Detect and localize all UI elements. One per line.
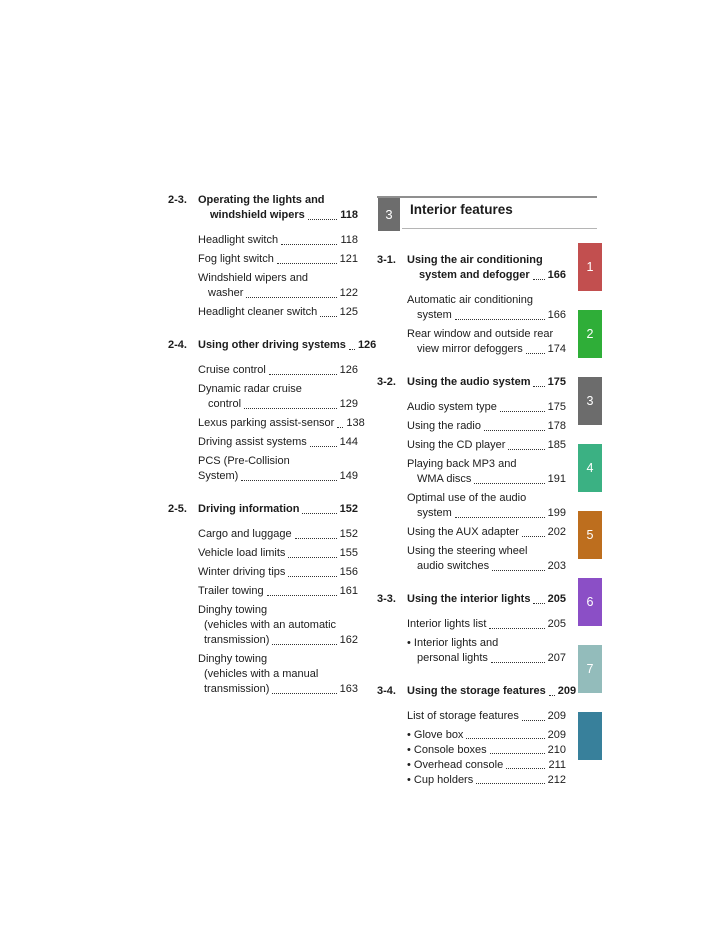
toc-entry-text: personal lights — [417, 652, 488, 664]
toc-entry-line: Dinghy towing — [198, 653, 268, 665]
chapter-tab-3 — [578, 377, 602, 425]
toc-section — [168, 193, 358, 320]
toc-section-header — [168, 338, 377, 357]
toc-page-number: 212 — [547, 774, 566, 786]
toc-page-number: 161 — [339, 585, 358, 597]
toc-entry — [198, 363, 358, 378]
toc-page-number: 209 — [557, 685, 577, 697]
toc-entry — [198, 546, 358, 561]
toc-page-number: 203 — [547, 560, 566, 572]
toc-entry — [407, 728, 566, 742]
toc-left-column — [168, 193, 377, 715]
chapter-title: Interior features — [410, 202, 513, 217]
chapter-tab-8 — [578, 712, 602, 760]
toc-section — [168, 502, 358, 697]
toc-entry-tail-row — [407, 773, 566, 787]
toc-entry-tail-row — [407, 342, 566, 357]
toc-section — [377, 253, 566, 357]
toc-page-number: 121 — [339, 253, 358, 265]
chapter-tab-6 — [578, 578, 602, 626]
toc-entry — [407, 758, 566, 772]
toc-entry-tail-row — [407, 684, 577, 699]
toc-entry-text: transmission) — [204, 634, 270, 646]
toc-entry-line: Operating the lights and — [198, 194, 325, 206]
dot-leader — [277, 263, 337, 264]
toc-page-number: 166 — [547, 269, 566, 281]
toc-entry-text: Headlight cleaner switch — [198, 306, 318, 318]
toc-entry-text: • Glove box — [407, 729, 464, 741]
toc-entry-tail-row — [407, 709, 566, 724]
toc-section-number: 3-4. — [377, 685, 396, 697]
toc-section-items — [407, 709, 566, 787]
toc-entry-line: PCS (Pre-Collision — [198, 455, 290, 467]
toc-entry-line: Windshield wipers and — [198, 272, 309, 284]
toc-entry-tail-row — [407, 438, 566, 453]
toc-entry — [407, 253, 566, 283]
toc-entry — [198, 338, 377, 353]
toc-entry-tail-row — [198, 565, 358, 580]
toc-section-title — [407, 592, 566, 611]
toc-section — [377, 684, 577, 787]
toc-entry-tail-row — [407, 375, 566, 390]
toc-page-number: 199 — [547, 507, 566, 519]
chapter-tab-label: 3 — [586, 394, 594, 408]
dot-leader — [308, 219, 338, 220]
toc-page-number: 118 — [340, 234, 358, 246]
toc-entry-text: Lexus parking assist-sensor — [198, 417, 335, 429]
dot-leader — [490, 753, 545, 754]
toc-page-number: 156 — [339, 566, 358, 578]
dot-leader — [455, 517, 545, 518]
toc-section-header — [168, 502, 358, 521]
toc-entry-text: Fog light switch — [198, 253, 274, 265]
dot-leader — [484, 430, 545, 431]
toc-section-number: 3-1. — [377, 254, 396, 266]
dot-leader — [549, 695, 555, 696]
dot-leader — [491, 662, 545, 663]
toc-entry-line: Automatic air conditioning — [407, 294, 533, 306]
toc-entry-text: Cargo and luggage — [198, 528, 292, 540]
chapter-tab-label: 1 — [586, 260, 594, 274]
dot-leader — [508, 449, 544, 450]
toc-page-number: 125 — [339, 306, 358, 318]
toc-entry-tail-row — [198, 682, 358, 697]
toc-section-header — [377, 375, 566, 394]
dot-leader — [522, 720, 545, 721]
toc-page-number: 175 — [547, 401, 566, 413]
toc-entry — [198, 382, 358, 412]
toc-entry-tail-row — [407, 592, 566, 607]
toc-entry-line: Using the steering wheel — [407, 545, 528, 557]
toc-entry-tail-row — [198, 469, 358, 484]
toc-page-number: 149 — [339, 470, 358, 482]
toc-entry — [198, 305, 358, 320]
toc-entry — [407, 709, 566, 724]
toc-section-number: 3-3. — [377, 593, 396, 605]
toc-entry — [198, 565, 358, 580]
chapter-tab-4 — [578, 444, 602, 492]
toc-entry-tail-row — [407, 308, 566, 323]
chapter-tab-label: 2 — [586, 327, 594, 341]
toc-page-number: 126 — [339, 364, 358, 376]
chapter-tab-1 — [578, 243, 602, 291]
toc-entry-text: system — [417, 309, 452, 321]
toc-entry-tail-row — [407, 651, 566, 666]
toc-page-number: 166 — [547, 309, 566, 321]
toc-section — [377, 375, 566, 574]
toc-entry-text: audio switches — [417, 560, 490, 572]
toc-entry-text: control — [208, 398, 242, 410]
toc-section — [377, 592, 566, 666]
toc-entry-text: system — [417, 507, 452, 519]
chapter-number-box — [378, 198, 400, 231]
toc-entry-text: view mirror defoggers — [417, 343, 523, 355]
toc-section-number: 2-4. — [168, 339, 187, 351]
toc-page-number: 205 — [547, 618, 566, 630]
toc-entry-text: Winter driving tips — [198, 566, 286, 578]
toc-page-number: 210 — [547, 744, 566, 756]
toc-page-number: 152 — [339, 503, 358, 515]
toc-page-number: 209 — [547, 710, 566, 722]
toc-entry-text: transmission) — [204, 683, 270, 695]
toc-entry — [198, 652, 358, 697]
toc-entry — [407, 400, 566, 415]
toc-entry-text: Headlight switch — [198, 234, 279, 246]
toc-entry-text: system and defogger — [419, 269, 530, 281]
toc-entry — [407, 592, 566, 607]
toc-entry-tail-row — [198, 233, 358, 248]
chapter-header-topline — [377, 196, 597, 198]
chapter-tab-2 — [578, 310, 602, 358]
toc-entry-text: • Cup holders — [407, 774, 474, 786]
toc-page-number: 126 — [357, 339, 377, 351]
chapter-tab-label: 4 — [586, 461, 594, 475]
toc-entry-text: Interior lights list — [407, 618, 487, 630]
toc-entry — [407, 544, 566, 574]
toc-section-title — [407, 253, 566, 287]
toc-section-header — [377, 253, 566, 287]
chapter-tab-label: 6 — [586, 595, 594, 609]
dot-leader — [267, 595, 337, 596]
toc-section-header — [168, 193, 358, 227]
dot-leader — [476, 783, 544, 784]
toc-entry-tail-row — [407, 728, 566, 742]
toc-entry-tail-row — [198, 286, 358, 301]
toc-entry — [407, 375, 566, 390]
toc-entry-line: Playing back MP3 and — [407, 458, 517, 470]
toc-right-column — [377, 191, 597, 805]
toc-entry-tail-row — [407, 400, 566, 415]
toc-entry-tail-row — [198, 338, 377, 353]
toc-entry — [407, 438, 566, 453]
dot-leader — [349, 349, 355, 350]
toc-right-sections — [377, 253, 577, 787]
dot-leader — [489, 628, 544, 629]
toc-entry-text: Driving information — [198, 503, 300, 515]
dot-leader — [320, 316, 336, 317]
chapter-tab-label: 7 — [586, 662, 594, 676]
toc-entry-tail-row — [198, 527, 358, 542]
dot-leader — [272, 644, 336, 645]
toc-entry-tail-row — [407, 506, 566, 521]
dot-leader — [246, 297, 336, 298]
toc-entry-tail-row — [198, 397, 358, 412]
toc-entry — [407, 419, 566, 434]
toc-entry-tail-row — [198, 584, 358, 599]
toc-entry-tail-row — [198, 435, 358, 450]
toc-entry — [407, 617, 566, 632]
toc-entry — [407, 773, 566, 787]
toc-section — [168, 338, 377, 484]
toc-entry — [407, 457, 566, 487]
toc-entry-tail-row — [198, 305, 358, 320]
toc-entry-line: (vehicles with a manual — [204, 668, 319, 680]
toc-section-title — [198, 338, 377, 357]
toc-section-items — [198, 363, 365, 484]
toc-entry-line: • Interior lights and — [407, 637, 499, 649]
toc-entry-text: • Overhead console — [407, 759, 504, 771]
toc-page-number: 155 — [339, 547, 358, 559]
dot-leader — [506, 768, 545, 769]
toc-page-number: 209 — [547, 729, 566, 741]
dot-leader — [241, 480, 336, 481]
dot-leader — [492, 570, 544, 571]
chapter-number: 3 — [385, 207, 393, 222]
toc-entry-tail-row — [407, 472, 566, 487]
dot-leader — [295, 538, 337, 539]
toc-entry-text: windshield wipers — [210, 209, 305, 221]
dot-leader — [526, 353, 545, 354]
toc-entry-text: Using the storage features — [407, 685, 546, 697]
toc-page-number: 144 — [339, 436, 358, 448]
dot-leader — [302, 513, 336, 514]
toc-entry-tail-row — [407, 268, 566, 283]
toc-section-title — [407, 684, 577, 703]
toc-entry — [198, 454, 358, 484]
toc-entry — [198, 416, 365, 431]
toc-entry-tail-row — [407, 743, 566, 757]
toc-page-number: 118 — [340, 209, 358, 221]
toc-entry-text: Using the interior lights — [407, 593, 531, 605]
toc-entry-text: Trailer towing — [198, 585, 264, 597]
toc-entry — [407, 743, 566, 757]
toc-entry-line: Using the air conditioning — [407, 254, 543, 266]
toc-entry — [407, 636, 566, 666]
toc-entry — [198, 252, 358, 267]
chapter-tab-label: 5 — [586, 528, 594, 542]
toc-entry-line: Dinghy towing — [198, 604, 268, 616]
toc-page-number: 138 — [346, 417, 365, 429]
toc-entry-tail-row — [407, 617, 566, 632]
dot-leader — [455, 319, 545, 320]
toc-entry — [198, 502, 358, 517]
toc-page-number: 185 — [547, 439, 566, 451]
toc-entry-line: (vehicles with an automatic — [204, 619, 337, 631]
toc-entry-tail-row — [198, 633, 358, 648]
dot-leader — [288, 576, 336, 577]
toc-entry-tail-row — [407, 525, 566, 540]
toc-section-items — [198, 527, 358, 697]
toc-entry — [198, 193, 358, 223]
dot-leader — [500, 411, 545, 412]
toc-section-title — [198, 193, 358, 227]
toc-entry — [407, 525, 566, 540]
toc-section-items — [407, 400, 566, 574]
dot-leader — [281, 244, 337, 245]
toc-page-number: 178 — [547, 420, 566, 432]
toc-entry — [198, 603, 358, 648]
toc-entry-text: Using the CD player — [407, 439, 506, 451]
toc-entry-text: washer — [208, 287, 244, 299]
chapter-header — [377, 191, 597, 235]
toc-section-number: 2-3. — [168, 194, 187, 206]
toc-entry-line: Dynamic radar cruise — [198, 383, 302, 395]
toc-page-number: 152 — [339, 528, 358, 540]
toc-page-number: 191 — [547, 473, 566, 485]
toc-entry-tail-row — [198, 252, 358, 267]
toc-entry — [407, 293, 566, 323]
dot-leader — [269, 374, 337, 375]
toc-entry-text: • Console boxes — [407, 744, 487, 756]
dot-leader — [310, 446, 337, 447]
toc-section-items — [198, 233, 358, 320]
toc-entry-text: List of storage features — [407, 710, 519, 722]
toc-page-number: 211 — [548, 759, 566, 771]
dot-leader — [272, 693, 336, 694]
toc-page-number: 175 — [547, 376, 566, 388]
dot-leader — [466, 738, 544, 739]
toc-entry — [198, 435, 358, 450]
toc-section-header — [377, 684, 577, 703]
toc-page-number: 163 — [339, 683, 358, 695]
toc-entry-tail-row — [407, 559, 566, 574]
chapter-tab-7 — [578, 645, 602, 693]
toc-entry-text: Using the AUX adapter — [407, 526, 519, 538]
chapter-tab-5 — [578, 511, 602, 559]
toc-page-number: 129 — [339, 398, 358, 410]
toc-entry-text: Cruise control — [198, 364, 266, 376]
toc-entry — [407, 491, 566, 521]
toc-section-number: 3-2. — [377, 376, 396, 388]
toc-section-title — [407, 375, 566, 394]
toc-page-number: 162 — [339, 634, 358, 646]
toc-entry-tail-row — [407, 419, 566, 434]
toc-entry-line: Rear window and outside rear — [407, 328, 554, 340]
toc-section-number: 2-5. — [168, 503, 187, 515]
toc-entry-text: Using other driving systems — [198, 339, 346, 351]
toc-entry-text: Vehicle load limits — [198, 547, 286, 559]
dot-leader — [474, 483, 544, 484]
toc-entry-text: WMA discs — [417, 473, 472, 485]
toc-entry-line: Optimal use of the audio — [407, 492, 527, 504]
toc-entry-text: Audio system type — [407, 401, 497, 413]
toc-page-number: 174 — [547, 343, 566, 355]
toc-entry — [198, 233, 358, 248]
toc-page-number: 122 — [339, 287, 358, 299]
toc-section-header — [377, 592, 566, 611]
dot-leader — [244, 408, 337, 409]
toc-entry-text: Driving assist systems — [198, 436, 307, 448]
dot-leader — [533, 279, 545, 280]
toc-entry-text: Using the radio — [407, 420, 481, 432]
toc-entry — [407, 684, 577, 699]
toc-entry-tail-row — [198, 363, 358, 378]
dot-leader — [533, 386, 544, 387]
toc-entry-text: Using the audio system — [407, 376, 531, 388]
dot-leader — [337, 427, 343, 428]
toc-entry-text: System) — [198, 470, 239, 482]
toc-entry — [198, 271, 358, 301]
toc-entry — [198, 584, 358, 599]
toc-entry-tail-row — [198, 208, 358, 223]
dot-leader — [288, 557, 336, 558]
toc-entry — [198, 527, 358, 542]
toc-entry-tail-row — [407, 758, 566, 772]
toc-entry — [407, 327, 566, 357]
toc-page-number: 207 — [547, 652, 566, 664]
toc-page-number: 205 — [547, 593, 566, 605]
toc-entry-tail-row — [198, 546, 358, 561]
chapter-header-bottomline — [402, 228, 597, 229]
toc-section-items — [407, 293, 566, 357]
toc-entry-tail-row — [198, 502, 358, 517]
toc-section-items — [407, 617, 566, 666]
toc-entry-tail-row — [198, 416, 365, 431]
toc-section-title — [198, 502, 358, 521]
toc-page-number: 202 — [547, 526, 566, 538]
dot-leader — [522, 536, 545, 537]
dot-leader — [533, 603, 544, 604]
